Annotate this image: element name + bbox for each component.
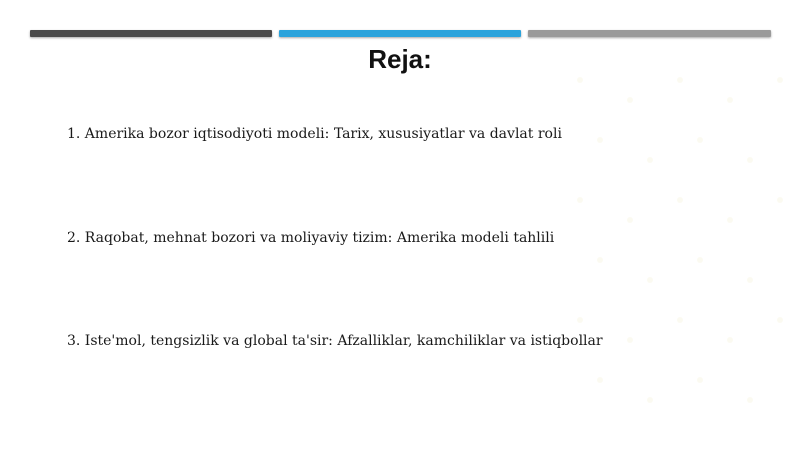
header-bar-blue bbox=[279, 30, 521, 37]
plan-item-2: 2. Raqobat, mehnat bozori va moliyaviy tizim: Amerika modeli tahlili bbox=[67, 230, 555, 246]
header-bar-dark bbox=[30, 30, 272, 37]
background-pattern bbox=[540, 60, 800, 449]
plan-item-3: 3. Iste'mol, tengsizlik va global ta'sir: Afzalliklar, kamchiliklar va istiqbollar bbox=[67, 333, 603, 349]
plan-item-1: 1. Amerika bozor iqtisodiyoti modeli: Tarix, xususiyatlar va davlat roli bbox=[67, 126, 562, 142]
slide-title: Reja: bbox=[368, 44, 432, 74]
header-bar-gray bbox=[528, 30, 771, 37]
